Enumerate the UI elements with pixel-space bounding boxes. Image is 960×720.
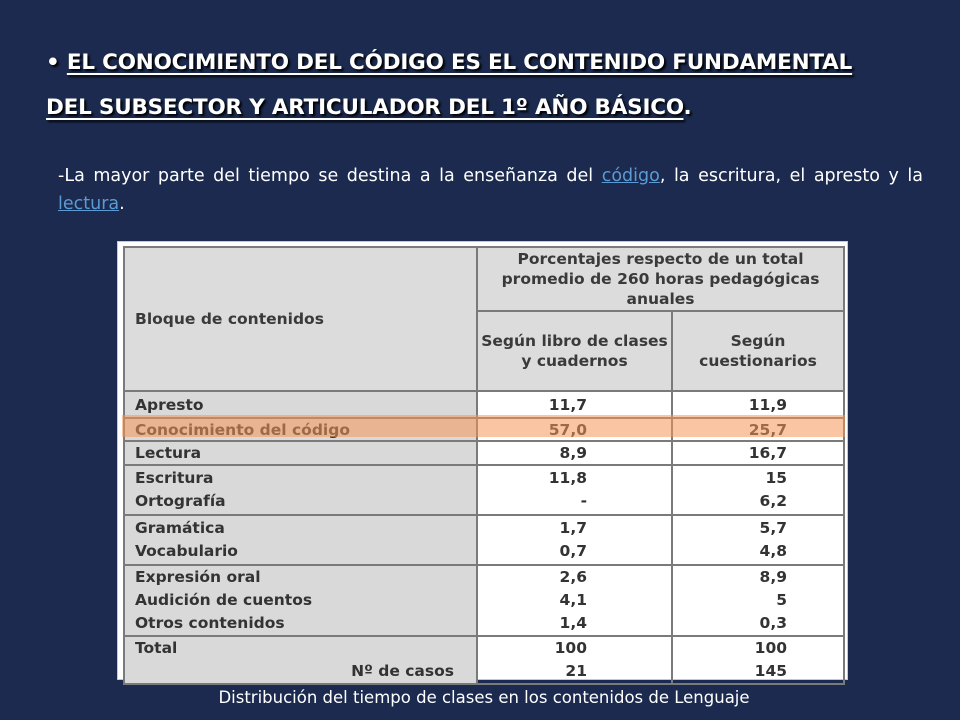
table-image <box>117 241 848 680</box>
row-value-cuestionarios: 5,7 <box>759 519 788 537</box>
row-value-cuestionarios: 8,9 <box>759 568 788 586</box>
link-lectura[interactable]: lectura <box>58 194 120 214</box>
body-prefix: -La mayor parte del tiempo se destina a la enseñanza del <box>58 166 602 186</box>
row-value-libro: 11,7 <box>477 391 672 418</box>
row-value-cuestionarios: 6,2 <box>759 492 788 510</box>
casos-value-libro: 21 <box>565 662 587 680</box>
total-value-cuestionarios: 100 <box>754 639 788 657</box>
row-group-labels <box>124 465 477 515</box>
title-line-1: EL CONOCIMIENTO DEL CÓDIGO ES EL CONTENIDO FUNDAMENTAL <box>66 50 853 75</box>
casos-label: Nº de casos <box>351 662 454 680</box>
row-value-libro: 4,1 <box>559 591 587 609</box>
row-group-cuestionarios <box>672 515 844 565</box>
row-label: Expresión oral <box>135 568 261 586</box>
row-value-libro: 2,6 <box>559 568 587 586</box>
content-table <box>123 246 845 685</box>
row-label: Apresto <box>124 391 477 418</box>
row-value-cuestionarios: 16,7 <box>672 441 844 465</box>
row-value-cuestionarios: 15 <box>765 469 788 487</box>
row-value-cuestionarios: 5 <box>776 591 788 609</box>
row-value-cuestionarios: 11,9 <box>672 391 844 418</box>
row-label: Audición de cuentos <box>135 591 313 609</box>
total-labels <box>124 636 477 684</box>
title-line-2: DEL SUBSECTOR Y ARTICULADOR DEL 1º AÑO BÁSICO <box>46 95 684 120</box>
row-group-cuestionarios <box>672 565 844 636</box>
row-label: Vocabulario <box>135 542 238 560</box>
row-label: Lectura <box>124 441 477 465</box>
row-value-libro: 1,7 <box>559 519 587 537</box>
row-group-labels <box>124 565 477 636</box>
row-value-libro: 11,8 <box>548 469 587 487</box>
link-codigo[interactable]: código <box>601 166 660 186</box>
row-value-libro: 8,9 <box>477 441 672 465</box>
row-label: Ortografía <box>135 492 226 510</box>
body-paragraph <box>58 162 923 218</box>
row-label: Otros contenidos <box>135 614 285 632</box>
row-group-libro <box>477 465 672 515</box>
total-libro <box>477 636 672 684</box>
row-value-libro: 0,7 <box>559 542 587 560</box>
row-group-libro <box>477 565 672 636</box>
row-group-cuestionarios <box>672 465 844 515</box>
title-period: . <box>683 95 692 120</box>
highlight-conocimiento-row <box>122 415 845 437</box>
row-group-libro <box>477 515 672 565</box>
bullet-icon: • <box>46 50 60 75</box>
total-cuestionarios <box>672 636 844 684</box>
header-col-libro: Según libro de clases y cuadernos <box>477 311 672 391</box>
row-label: Escritura <box>135 469 214 487</box>
row-value-cuestionarios: 4,8 <box>759 542 788 560</box>
slide-title <box>46 40 926 130</box>
row-value-cuestionarios: 0,3 <box>759 614 788 632</box>
casos-value-cuestionarios: 145 <box>754 662 788 680</box>
header-block: Bloque de contenidos <box>124 247 477 391</box>
row-value-libro: 1,4 <box>559 614 587 632</box>
body-suffix: . <box>119 194 125 214</box>
row-label: Gramática <box>135 519 225 537</box>
header-col-cuestionarios: Según cuestionarios <box>672 311 844 391</box>
header-percentages: Porcentajes respecto de un total promedio de 260 horas pedagógicas anuales <box>477 247 844 311</box>
row-group-labels <box>124 515 477 565</box>
total-value-libro: 100 <box>554 639 587 657</box>
total-label: Total <box>135 639 178 657</box>
body-middle: , la escritura, el apresto y la <box>659 166 923 186</box>
row-value-libro: - <box>580 492 587 510</box>
table-caption: Distribución del tiempo de clases en los contenidos de Lenguaje <box>218 688 750 707</box>
